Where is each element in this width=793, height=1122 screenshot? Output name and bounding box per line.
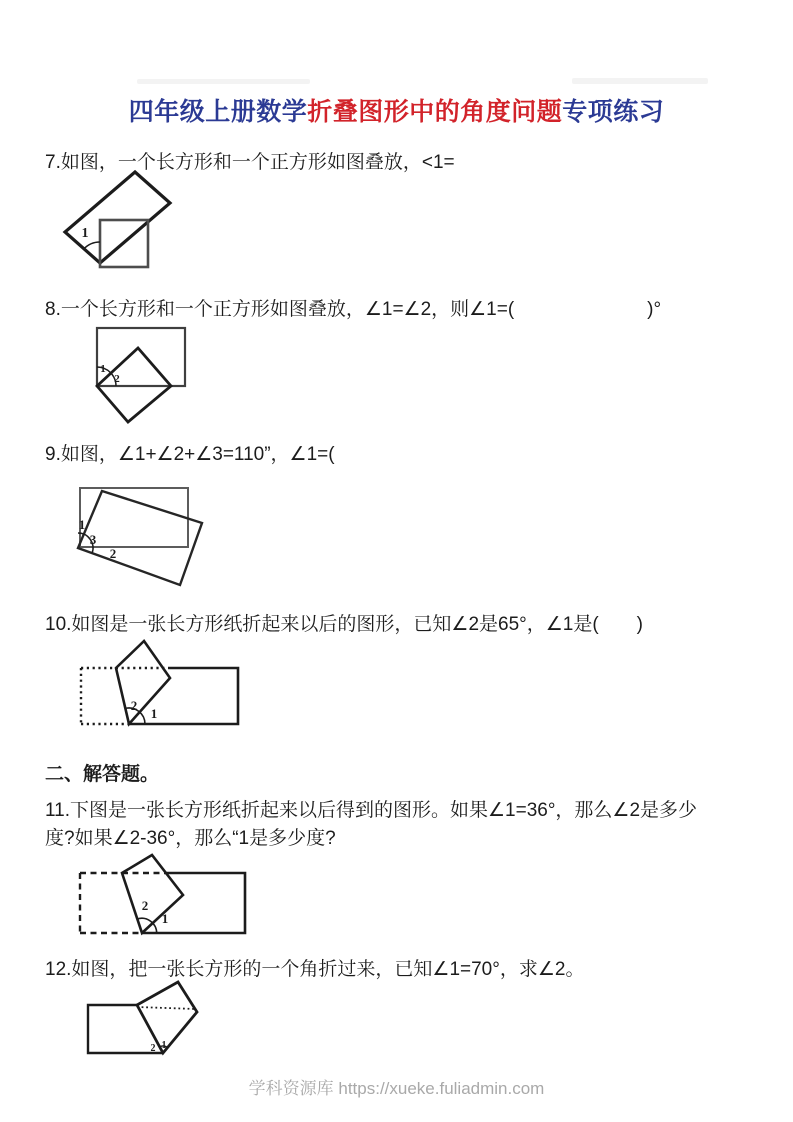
scan-artifact (137, 79, 310, 84)
title-part-red: 折叠图形中的角度问题 (307, 99, 563, 126)
tilted-rectangle-outline (78, 491, 202, 585)
question-8-text: 8.一个长方形和一个正方形如图叠放，∠1=∠2，则∠1=( )° (45, 299, 662, 320)
rectangle-outline (97, 328, 185, 386)
figure-8 (88, 318, 198, 430)
figure-9 (55, 480, 210, 595)
figure-12 (82, 972, 212, 1064)
scan-artifact (572, 78, 708, 84)
figure-10 (75, 630, 250, 735)
question-11-line1: 11.下图是一张长方形纸折起来以后得到的图形。如果∠1=36°，那么∠2是多少 (45, 800, 698, 821)
angle-label-1: 1 (161, 1040, 167, 1051)
angle-label-2: 2 (114, 373, 120, 385)
question-10-text: 10.如图是一张长方形纸折起来以后的图形，已知∠2是65°，∠1是( ) (45, 614, 644, 635)
question-9-text: 9.如图，∠1+∠2+∠3=110”，∠1=( (45, 444, 335, 465)
page-title (0, 92, 793, 128)
fold-line-dotted (137, 1007, 196, 1009)
angle-label-1: 1 (100, 363, 106, 375)
question-12-text: 12.如图，把一张长方形的一个角折过来，已知∠1=70°，求∠2。 (45, 959, 585, 980)
angle-label-1: 1 (161, 911, 169, 926)
fold-flap-outline (137, 982, 197, 1053)
angle-label-3: 3 (89, 532, 97, 547)
angle-label-2: 2 (109, 546, 117, 561)
angle-label-1: 1 (81, 226, 89, 241)
angle-label-2: 2 (150, 1043, 156, 1054)
angle-label-1: 1 (150, 706, 158, 721)
angle-label-2: 2 (141, 898, 149, 913)
question-7-text: 7.如图，一个长方形和一个正方形如图叠放，<1= (45, 152, 455, 173)
figure-7 (55, 160, 200, 275)
fold-flap-outline (122, 855, 183, 933)
angle-arc (84, 242, 100, 249)
question-11-text (45, 797, 697, 853)
fold-flap-outline (116, 641, 170, 724)
rotated-rectangle-outline (65, 172, 170, 263)
footer-watermark: 学科资源库 https://xueke.fuliadmin.com (248, 1079, 545, 1098)
rectangle-solid-edges (129, 668, 238, 724)
figure-11 (75, 848, 255, 943)
title-part-blue-2: 专项练习 (562, 99, 665, 126)
title-part-blue-1: 四年级上册数学 (128, 99, 308, 126)
question-11-line2: 度?如果∠2-36°，那么“1是多少度? (45, 828, 336, 849)
angle-label-2: 2 (130, 698, 138, 713)
rectangle-solid-edges (142, 873, 245, 933)
angle-label-1: 1 (78, 517, 86, 532)
section-2-header: 二、解答题。 (45, 764, 160, 785)
